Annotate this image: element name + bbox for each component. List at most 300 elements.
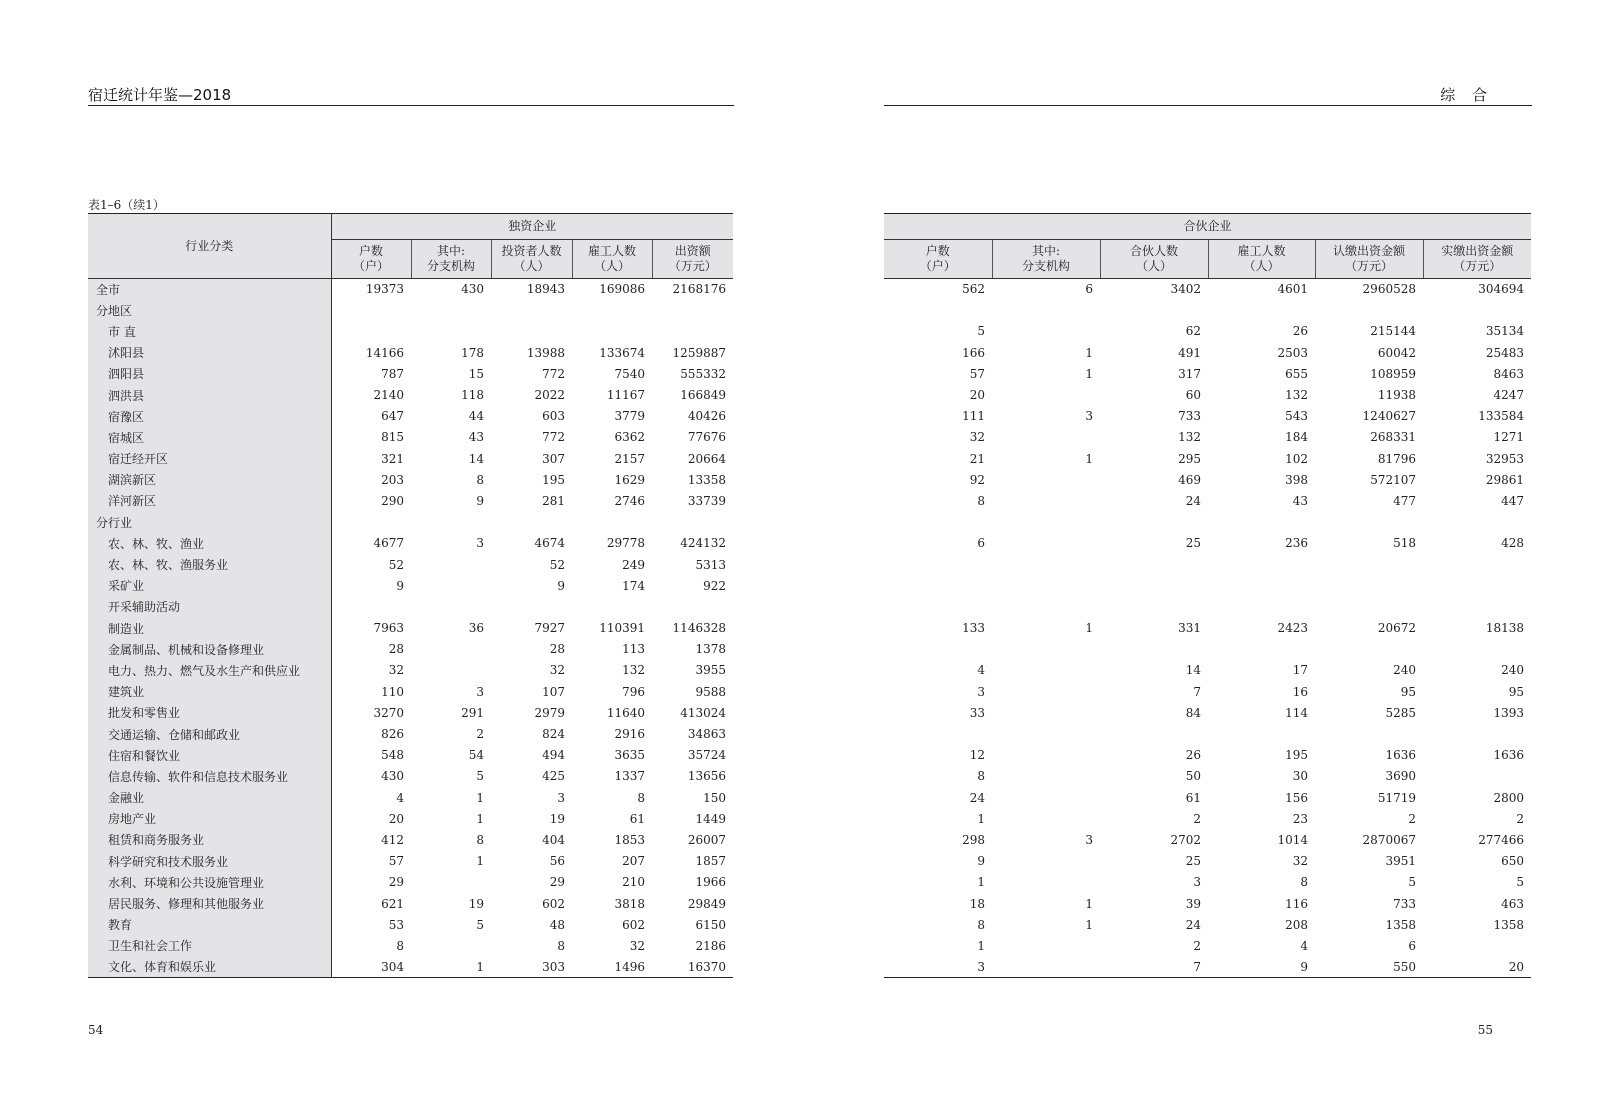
- row-label: 卫生和社会工作: [88, 935, 331, 956]
- table-cell: 95: [1508, 684, 1525, 699]
- row-label: 宿迁经开区: [88, 448, 331, 469]
- table-cell: 1: [1085, 917, 1093, 932]
- row-label: 科学研究和技术服务业: [88, 851, 331, 872]
- table-cell: 494: [542, 748, 565, 763]
- row-label: 建筑业: [88, 681, 331, 702]
- table-cell: 3955: [695, 663, 726, 678]
- table-cell: [992, 851, 1100, 872]
- table-cell: 1: [977, 875, 985, 890]
- table-cell: 166: [962, 345, 985, 360]
- table-cell: [1315, 723, 1423, 744]
- table-cell: 3: [476, 684, 484, 699]
- table-cell: [572, 512, 652, 533]
- col-header-line2: （人）: [1135, 259, 1172, 273]
- table-row: [88, 533, 733, 554]
- table-cell: 24: [969, 790, 985, 805]
- table-cell: 44: [468, 409, 484, 424]
- col-header-line1: 认缴出资金额: [1332, 244, 1405, 258]
- table-row: [884, 406, 1531, 427]
- table-cell: [1208, 723, 1315, 744]
- col-header-line1: 实缴出资金额: [1441, 244, 1514, 258]
- table-cell: 1378: [695, 642, 726, 657]
- table-cell: 17: [1292, 663, 1308, 678]
- table-cell: 110391: [599, 621, 645, 636]
- table-cell: 32: [1292, 854, 1308, 869]
- table-cell: 26: [1292, 324, 1308, 339]
- table-cell: 29849: [687, 896, 726, 911]
- table-cell: 550: [1315, 957, 1423, 978]
- table-cell: 2979: [534, 705, 565, 720]
- row-label: 湖滨新区: [88, 469, 331, 490]
- table-cell: 1449: [695, 811, 726, 826]
- table-cell: 733: [1178, 409, 1201, 424]
- row-label: 文化、体育和娱乐业: [88, 957, 331, 978]
- table-cell: 4: [1300, 938, 1308, 953]
- table-cell: 412: [381, 832, 404, 847]
- table-cell: 5: [1516, 875, 1525, 890]
- table-row: [88, 935, 733, 956]
- table-cell: [1423, 300, 1531, 321]
- table-cell: 1337: [614, 769, 645, 784]
- table-cell: 18943: [526, 282, 565, 297]
- table-cell: 169086: [599, 282, 645, 297]
- table-cell: [1423, 766, 1531, 787]
- table-cell: 203: [381, 472, 404, 487]
- table-cell: 8: [1300, 875, 1308, 890]
- sole-col-header: [331, 240, 411, 279]
- table-row: [88, 787, 733, 808]
- table-cell: 4601: [1277, 282, 1308, 297]
- table-cell: 268331: [1370, 430, 1416, 445]
- table-cell: 9: [396, 578, 404, 593]
- group-header-partner: 合伙企业: [884, 214, 1531, 240]
- table-cell: 1: [476, 854, 484, 869]
- table-row: [88, 596, 733, 617]
- table-row: [88, 406, 733, 427]
- table-cell: 1636: [1493, 748, 1525, 763]
- table-cell: 404: [542, 832, 565, 847]
- table-cell: 132: [1285, 388, 1308, 403]
- table-cell: 56: [549, 854, 565, 869]
- row-label: 泗洪县: [88, 384, 331, 405]
- table-cell: 491: [1178, 345, 1201, 360]
- table-cell: 29: [549, 875, 565, 890]
- table-cell: 1259887: [672, 345, 726, 360]
- table-cell: 2423: [1277, 621, 1308, 636]
- table-cell: 2916: [614, 727, 645, 742]
- table-cell: [992, 957, 1100, 978]
- table-cell: 81796: [1377, 451, 1416, 466]
- table-cell: [992, 490, 1100, 511]
- table-cell: 25: [1185, 536, 1201, 551]
- table-cell: [491, 596, 572, 617]
- table-cell: [491, 300, 572, 321]
- partner-col-header: [884, 240, 992, 279]
- table-cell: 9: [977, 854, 985, 869]
- table-cell: 8: [977, 917, 985, 932]
- col-header-line1: 雇工人数: [587, 244, 636, 258]
- table-cell: 9588: [695, 684, 726, 699]
- col-header-line1: 其中:: [436, 244, 466, 258]
- row-label: 分行业: [88, 512, 331, 533]
- row-label: 市 直: [88, 321, 331, 342]
- table-cell: 650: [1501, 854, 1525, 869]
- col-header-line2: 分支机构: [426, 259, 475, 273]
- table-cell: 548: [381, 748, 404, 763]
- table-row: [884, 808, 1531, 829]
- table-row: [884, 279, 1531, 300]
- table-cell: [992, 723, 1100, 744]
- table-cell: 555332: [680, 366, 726, 381]
- table-cell: 20: [388, 811, 404, 826]
- table-cell: 28: [388, 642, 404, 657]
- table-cell: [1208, 596, 1315, 617]
- table-cell: [1100, 512, 1208, 533]
- table-cell: [1315, 575, 1423, 596]
- table-cell: 295: [1178, 451, 1201, 466]
- table-cell: 463: [1501, 896, 1525, 911]
- table-cell: 133584: [1478, 409, 1525, 424]
- table-row: [88, 639, 733, 660]
- table-cell: 477: [1393, 493, 1416, 508]
- table-row: [884, 914, 1531, 935]
- table-cell: 1240627: [1362, 409, 1416, 424]
- table-row: [884, 618, 1531, 639]
- table-cell: 111: [962, 409, 985, 424]
- table-cell: 1: [977, 811, 985, 826]
- table-cell: [411, 596, 491, 617]
- table-cell: 2: [1408, 811, 1416, 826]
- table-cell: 95: [1400, 684, 1416, 699]
- table-cell: 2157: [614, 451, 645, 466]
- row-label: 采矿业: [88, 575, 331, 596]
- table-cell: 9: [476, 493, 484, 508]
- table-cell: 32: [549, 663, 565, 678]
- table-row: [884, 872, 1531, 893]
- table-cell: 195: [542, 472, 565, 487]
- table-cell: 7: [1193, 684, 1201, 699]
- sole-col-header: [491, 240, 572, 279]
- stub-header: 行业分类: [88, 214, 331, 279]
- table-cell: 1: [1085, 621, 1093, 636]
- table-cell: 19: [549, 811, 565, 826]
- table-cell: 14: [468, 451, 484, 466]
- table-cell: [884, 300, 992, 321]
- row-label: 洋河新区: [88, 490, 331, 511]
- table-cell: 303: [491, 957, 572, 978]
- table-cell: 290: [381, 493, 404, 508]
- table-cell: 32953: [1485, 451, 1525, 466]
- table-cell: 249: [622, 557, 645, 572]
- table-cell: 53: [388, 917, 404, 932]
- table-row: [884, 321, 1531, 342]
- table-cell: [1208, 512, 1315, 533]
- row-label: 批发和零售业: [88, 702, 331, 723]
- table-cell: 1393: [1493, 705, 1525, 720]
- table-cell: 174: [622, 578, 645, 593]
- table-row: [884, 660, 1531, 681]
- table-cell: 3: [977, 684, 985, 699]
- table-cell: 1636: [1385, 748, 1416, 763]
- table-row: [88, 575, 733, 596]
- table-cell: 5: [476, 769, 484, 784]
- table-cell: 32: [388, 663, 404, 678]
- table-cell: [884, 639, 992, 660]
- header-rule-left: [88, 105, 734, 106]
- table-cell: 602: [622, 917, 645, 932]
- table-cell: 57: [969, 366, 985, 381]
- table-row: [88, 342, 733, 363]
- table-cell: 35724: [687, 748, 726, 763]
- row-label: 金融业: [88, 787, 331, 808]
- table-cell: 4: [977, 663, 985, 678]
- table-cell: 2: [1516, 811, 1525, 826]
- table-cell: 7927: [534, 621, 565, 636]
- table-cell: [992, 427, 1100, 448]
- table-cell: 562: [962, 282, 985, 297]
- table-cell: 210: [622, 875, 645, 890]
- table-cell: 5: [1408, 875, 1416, 890]
- table-cell: 4677: [373, 536, 404, 551]
- table-row: [884, 829, 1531, 850]
- table-cell: 2140: [373, 388, 404, 403]
- table-cell: 29861: [1485, 472, 1525, 487]
- sole-col-header: [572, 240, 652, 279]
- col-header-line2: （万元）: [1453, 259, 1502, 273]
- table-row: [88, 957, 733, 978]
- table-cell: [411, 639, 491, 660]
- table-cell: 52: [549, 557, 565, 572]
- table-cell: [1315, 300, 1423, 321]
- table-row: [88, 723, 733, 744]
- table-cell: 1: [411, 957, 491, 978]
- table-cell: 25: [1185, 854, 1201, 869]
- table-cell: 40426: [687, 409, 726, 424]
- table-cell: 8: [557, 938, 565, 953]
- table-row: [884, 723, 1531, 744]
- table-cell: 15: [468, 366, 484, 381]
- table-cell: 824: [542, 727, 565, 742]
- table-cell: 518: [1393, 536, 1416, 551]
- table-row: [884, 851, 1531, 872]
- table-cell: 1358: [1385, 917, 1416, 932]
- table-cell: 3: [884, 957, 992, 978]
- table-cell: 1857: [695, 854, 726, 869]
- table-cell: 50: [1185, 769, 1201, 784]
- table-cell: 1853: [614, 832, 645, 847]
- table-row: [884, 702, 1531, 723]
- table-row: [88, 808, 733, 829]
- table-cell: [1315, 512, 1423, 533]
- table-cell: 11167: [606, 388, 645, 403]
- table-row: [884, 533, 1531, 554]
- row-label: 租赁和商务服务业: [88, 829, 331, 850]
- table-cell: 43: [468, 430, 484, 445]
- table-cell: 5285: [1385, 705, 1416, 720]
- table-cell: 1358: [1493, 917, 1525, 932]
- table-cell: 133674: [599, 345, 645, 360]
- table-cell: 3402: [1170, 282, 1201, 297]
- table-cell: 772: [542, 430, 565, 445]
- table-cell: 26: [1185, 748, 1201, 763]
- table-cell: 277466: [1478, 832, 1525, 847]
- table-cell: 9: [557, 578, 565, 593]
- row-label: 沭阳县: [88, 342, 331, 363]
- table-cell: 8: [396, 938, 404, 953]
- table-cell: [1315, 639, 1423, 660]
- table-cell: 2800: [1493, 790, 1525, 805]
- table-cell: [652, 512, 733, 533]
- table-cell: 4247: [1493, 388, 1525, 403]
- table-row: [884, 490, 1531, 511]
- table-row: [884, 575, 1531, 596]
- table-cell: 7: [1100, 957, 1208, 978]
- table-cell: 3818: [614, 896, 645, 911]
- table-cell: [1423, 575, 1531, 596]
- table-row: [88, 384, 733, 405]
- table-cell: [572, 596, 652, 617]
- table-cell: 469: [1178, 472, 1201, 487]
- table-cell: 5: [476, 917, 484, 932]
- table-cell: [1208, 639, 1315, 660]
- table-row: [884, 342, 1531, 363]
- table-cell: [884, 512, 992, 533]
- table-cell: [992, 872, 1100, 893]
- row-label: 信息传输、软件和信息技术服务业: [88, 766, 331, 787]
- table-cell: 4674: [534, 536, 565, 551]
- table-cell: 8: [637, 790, 645, 805]
- table-cell: [411, 872, 491, 893]
- table-cell: 1146328: [672, 621, 726, 636]
- table-cell: 2: [476, 727, 484, 742]
- table-cell: 26007: [687, 832, 726, 847]
- table-cell: 18: [969, 896, 985, 911]
- table-cell: 32: [969, 430, 985, 445]
- table-cell: 14: [1185, 663, 1201, 678]
- table-cell: 1271: [1493, 430, 1525, 445]
- table-row: [88, 681, 733, 702]
- table-cell: [992, 300, 1100, 321]
- table-cell: 57: [388, 854, 404, 869]
- table-cell: 2503: [1277, 345, 1308, 360]
- table-cell: [411, 300, 491, 321]
- table-cell: 572107: [1370, 472, 1416, 487]
- table-cell: 6: [977, 536, 985, 551]
- header-left-title: 宿迁统计年鉴—2018: [88, 86, 232, 104]
- partner-col-header: [1423, 240, 1531, 279]
- table-cell: 4: [396, 790, 404, 805]
- table-cell: 2022: [534, 388, 565, 403]
- partner-col-header: [1208, 240, 1315, 279]
- table-cell: [884, 723, 992, 744]
- table-row: [88, 469, 733, 490]
- col-header-line2: （万元）: [668, 259, 717, 273]
- table-cell: [992, 554, 1100, 575]
- table-row: [884, 596, 1531, 617]
- table-cell: 1: [1085, 896, 1093, 911]
- table-row: [88, 363, 733, 384]
- table-cell: 102: [1285, 451, 1308, 466]
- table-row: [884, 893, 1531, 914]
- col-header-line2: （人）: [513, 259, 550, 273]
- row-label: 宿城区: [88, 427, 331, 448]
- table-cell: [992, 681, 1100, 702]
- table-cell: 62: [1185, 324, 1201, 339]
- table-cell: 52: [388, 557, 404, 572]
- table-cell: 6: [1408, 938, 1416, 953]
- table-cell: 60042: [1377, 345, 1416, 360]
- table-row: [884, 681, 1531, 702]
- table-row: [88, 766, 733, 787]
- table-cell: 2870067: [1362, 832, 1416, 847]
- table-cell: 5313: [695, 557, 726, 572]
- table-cell: [331, 321, 411, 342]
- table-cell: [331, 512, 411, 533]
- table-cell: 116: [1285, 896, 1308, 911]
- table-cell: 304: [331, 957, 411, 978]
- table-cell: [1100, 575, 1208, 596]
- table-cell: [652, 596, 733, 617]
- table-cell: 48: [549, 917, 565, 932]
- table-cell: [1100, 639, 1208, 660]
- table-cell: 1629: [614, 472, 645, 487]
- table-cell: 5: [977, 324, 985, 339]
- table-cell: 166849: [680, 388, 726, 403]
- table-cell: 110: [381, 684, 404, 699]
- table-cell: 132: [1178, 430, 1201, 445]
- col-header-line1: 投资者人数: [501, 244, 562, 258]
- table-cell: 240: [1501, 663, 1525, 678]
- table-row: [88, 660, 733, 681]
- table-row: [88, 321, 733, 342]
- table-cell: [992, 596, 1100, 617]
- table-cell: 19: [468, 896, 484, 911]
- table-cell: [992, 533, 1100, 554]
- table-cell: [1315, 596, 1423, 617]
- sole-col-header: [411, 240, 491, 279]
- group-header-sole: 独资企业: [331, 214, 733, 240]
- table-cell: [992, 321, 1100, 342]
- table-cell: 178: [461, 345, 484, 360]
- table-cell: [992, 384, 1100, 405]
- table-row: [88, 618, 733, 639]
- table-cell: [331, 300, 411, 321]
- table-row: [884, 363, 1531, 384]
- table-cell: [1423, 512, 1531, 533]
- table-cell: [1423, 596, 1531, 617]
- row-label: 金属制品、机械和设备修理业: [88, 639, 331, 660]
- col-header-line2: 分支机构: [1021, 259, 1070, 273]
- table-cell: [992, 935, 1100, 956]
- table-cell: [331, 596, 411, 617]
- table-cell: [1315, 554, 1423, 575]
- table-cell: 215144: [1370, 324, 1416, 339]
- table-cell: 9: [1208, 957, 1315, 978]
- table-cell: [652, 321, 733, 342]
- table-cell: 1: [1085, 451, 1093, 466]
- table-cell: [411, 554, 491, 575]
- table-row: [884, 745, 1531, 766]
- table-cell: 447: [1501, 493, 1525, 508]
- table-cell: 114: [1285, 705, 1308, 720]
- table-cell: 603: [542, 409, 565, 424]
- table-cell: 92: [969, 472, 985, 487]
- table-cell: 3: [1085, 832, 1093, 847]
- table-cell: [1100, 300, 1208, 321]
- table-cell: 11938: [1377, 388, 1416, 403]
- table-caption: 表1–6（续1）: [88, 198, 165, 212]
- table-row: [88, 872, 733, 893]
